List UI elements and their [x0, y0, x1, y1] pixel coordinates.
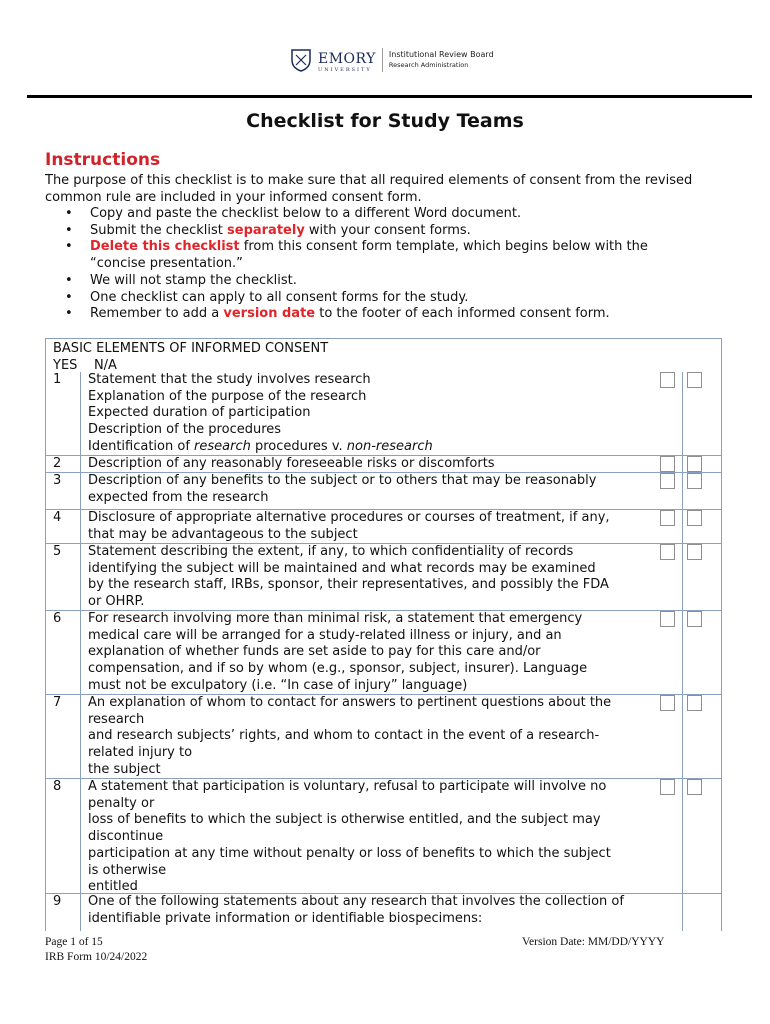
row-text-line: Description of the procedures [88, 422, 282, 438]
row-text-line: that may be advantageous to the subject [88, 526, 358, 542]
na-checkbox[interactable] [687, 510, 702, 526]
row-description [88, 894, 648, 927]
bullet-icon: • [65, 272, 73, 288]
emory-logo [290, 47, 494, 73]
instruction-item [62, 206, 702, 223]
intro-paragraph: The purpose of this checklist is to make sure that all required elements of consent from the revised common rule are included in your informed consent form. [45, 173, 693, 205]
bullet-icon: • [65, 239, 73, 255]
row-text-line: related injury to [88, 745, 193, 761]
row-number: 9 [53, 894, 62, 909]
org-sub: UNIVERSITY [318, 66, 372, 73]
na-checkbox[interactable] [687, 779, 702, 795]
na-checkbox[interactable] [687, 372, 702, 388]
emory-wordmark [318, 48, 376, 73]
yes-checkbox[interactable] [660, 695, 675, 711]
checklist-row [46, 509, 721, 544]
checklist-row [46, 543, 721, 611]
yes-checkbox[interactable] [660, 510, 675, 526]
row-text-line: medical care will be arranged for a study-related illness or injury, and an [88, 627, 562, 643]
instruction-item [62, 306, 702, 323]
instruction-text: Submit the checklist [90, 222, 228, 238]
row-text-line: Description of any reasonably foreseeable risks or discomforts [88, 456, 495, 471]
yes-checkbox[interactable] [660, 544, 675, 560]
row-description [88, 456, 648, 473]
row-text-line: expected from the research [88, 489, 269, 505]
logo-divider [382, 48, 383, 72]
na-checkbox[interactable] [687, 695, 702, 711]
row-number: 2 [53, 456, 62, 471]
row-text-line: must not be exculpatory (i.e. “In case of injury” language) [88, 677, 468, 693]
row-text-line: discontinue [88, 829, 164, 845]
table-header [53, 341, 328, 374]
instructions-list [62, 206, 702, 323]
instruction-text: to the footer of each informed consent form. [315, 306, 610, 322]
col-yes-label: YES [53, 357, 78, 373]
yes-checkbox[interactable] [660, 611, 675, 627]
row-text-line: Description of any benefits to the subject or to others that may be reasonably [88, 473, 597, 488]
yes-checkbox[interactable] [660, 456, 675, 472]
na-checkbox[interactable] [687, 611, 702, 627]
row-text-line: by the research staff, IRBs, sponsor, their representatives, and possibly the FDA [88, 577, 609, 593]
form-date: IRB Form 10/24/2022 [45, 951, 148, 963]
row-text-line: Statement describing the extent, if any, to which confidentiality of records [88, 544, 574, 559]
shield-icon [290, 48, 312, 72]
bullet-icon: • [65, 206, 73, 221]
row-text-line: Identification of research procedures v. non-research [88, 438, 433, 454]
row-text-line: Explanation of the purpose of the research [88, 388, 367, 404]
row-text-line: identifiable private information or identifiable biospecimens: [88, 910, 483, 926]
row-number: 7 [53, 695, 62, 710]
row-text-line: research [88, 711, 145, 727]
row-description [88, 544, 648, 611]
instruction-text: One checklist can apply to all consent forms for the study. [90, 289, 469, 305]
row-description [88, 779, 648, 896]
checklist-row [46, 694, 721, 779]
checklist-row [46, 472, 721, 510]
row-number: 6 [53, 611, 62, 626]
row-text-line: loss of benefits to which the subject is otherwise entitled, and the subject may [88, 812, 601, 828]
row-text-line: Disclosure of appropriate alternative procedures or courses of treatment, if any, [88, 510, 610, 525]
bullet-icon: • [65, 289, 73, 305]
table-heading: BASIC ELEMENTS OF INFORMED CONSENT [53, 341, 329, 356]
row-text-line: identifying the subject will be maintained and what records may be examined [88, 560, 596, 576]
yes-checkbox[interactable] [660, 372, 675, 388]
row-text-line: One of the following statements about any research that involves the collection of [88, 894, 624, 909]
instructions-heading: Instructions [45, 150, 161, 170]
row-text-line: For research involving more than minimal risk, a statement that emergency [88, 611, 583, 626]
yes-checkbox[interactable] [660, 779, 675, 795]
instruction-text: with your consent forms. [304, 222, 471, 238]
checklist-row [46, 893, 721, 931]
emphasis-text: Delete this checklist [90, 239, 240, 255]
instruction-text: from this consent form template, which begins below with the “concise presentation.” [90, 239, 648, 272]
row-text-line: Expected duration of participation [88, 405, 311, 421]
checklist-row [46, 778, 721, 894]
page-title: Checklist for Study Teams [246, 110, 524, 132]
instruction-text: Remember to add a [90, 306, 224, 322]
checklist-row [46, 610, 721, 695]
checklist-row [46, 455, 721, 473]
checklist-row [46, 372, 721, 455]
emphasis-text: version date [223, 306, 316, 322]
row-number: 8 [53, 779, 62, 794]
row-text-line: A statement that participation is voluntary, refusal to participate will involve no [88, 779, 607, 794]
instruction-item [62, 290, 702, 307]
page-number: Page 1 of 15 [45, 936, 103, 948]
na-checkbox[interactable] [687, 473, 702, 489]
row-number: 4 [53, 510, 62, 525]
row-text-line: An explanation of whom to contact for answers to pertinent questions about the [88, 695, 612, 710]
emphasis-text: separately [227, 222, 305, 238]
na-checkbox[interactable] [687, 544, 702, 560]
row-text-line: penalty or [88, 795, 155, 811]
instruction-item [62, 223, 702, 240]
header-rule [27, 95, 752, 98]
row-description [88, 372, 648, 456]
row-number: 1 [53, 372, 62, 387]
row-text-line: entitled [88, 879, 138, 895]
row-text-line: is otherwise [88, 862, 167, 878]
org-name: EMORY [318, 50, 376, 67]
instruction-item [62, 273, 702, 290]
board-title: Institutional Review Board [388, 50, 494, 59]
row-description [88, 695, 648, 779]
row-text-line: explanation of whether funds are set aside to pay for this care and/or [88, 644, 541, 660]
checklist-table [45, 338, 722, 931]
row-text-line: or OHRP. [88, 594, 145, 610]
row-text-line: compensation, and if so by whom (e.g., sponsor, subject, insurer). Language [88, 661, 588, 677]
col-na-label: N/A [93, 357, 117, 373]
bullet-icon: • [65, 222, 73, 238]
yes-checkbox[interactable] [660, 473, 675, 489]
footer-left [45, 935, 147, 965]
row-number: 3 [53, 473, 62, 488]
row-description [88, 510, 648, 543]
row-text-line: participation at any time without penalty or loss of benefits to which the subject [88, 845, 611, 861]
bullet-icon: • [65, 306, 73, 322]
row-text-line: the subject [88, 761, 161, 777]
row-text-line: and research subjects’ rights, and whom to contact in the event of a research- [88, 728, 600, 744]
row-number: 5 [53, 544, 62, 559]
instruction-item [62, 239, 702, 272]
row-description [88, 473, 648, 506]
instruction-text: We will not stamp the checklist. [90, 272, 297, 288]
row-text-line: Statement that the study involves research [88, 372, 371, 387]
version-date: Version Date: MM/DD/YYYY [522, 936, 665, 948]
board-subtitle: Research Administration [388, 61, 469, 69]
na-checkbox[interactable] [687, 456, 702, 472]
board-block [389, 50, 494, 70]
instruction-text: Copy and paste the checklist below to a different Word document. [90, 206, 522, 221]
row-description [88, 611, 648, 695]
